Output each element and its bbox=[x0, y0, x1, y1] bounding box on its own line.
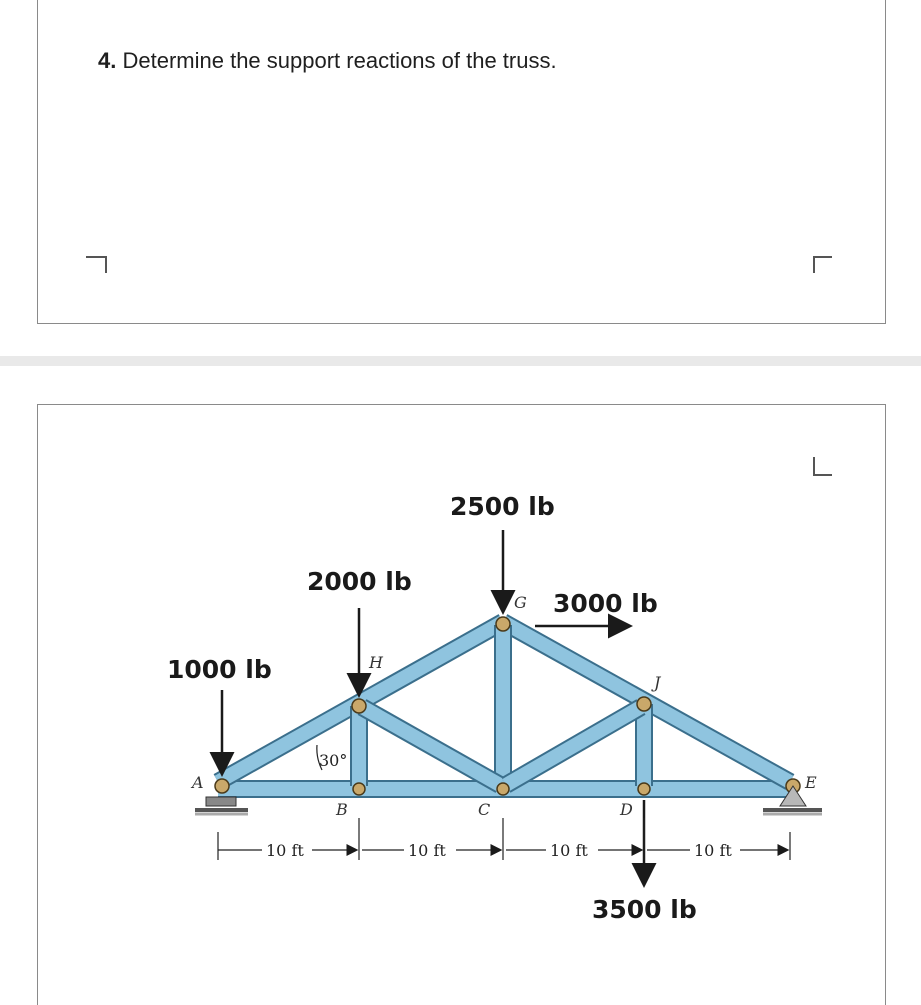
pin-j bbox=[637, 697, 651, 711]
pin-c bbox=[497, 783, 509, 795]
node-label-c: C bbox=[478, 800, 491, 819]
node-label-h: H bbox=[369, 653, 383, 672]
pin-g bbox=[496, 617, 510, 631]
node-label-j: J bbox=[654, 673, 661, 692]
node-label-d: D bbox=[620, 800, 633, 819]
label-load-d: 3500 lb bbox=[592, 895, 697, 924]
member-hc bbox=[362, 707, 500, 785]
node-label-g: G bbox=[514, 593, 527, 612]
node-label-b: B bbox=[336, 800, 348, 819]
label-load-h: 2000 lb bbox=[307, 567, 412, 596]
truss-members bbox=[218, 622, 797, 789]
question-body: Determine the support reactions of the truss. bbox=[122, 48, 557, 73]
node-label-e: E bbox=[805, 773, 817, 792]
label-load-horizontal-g: 3000 lb bbox=[553, 589, 658, 618]
dimension-label-1: 10 ft bbox=[266, 841, 304, 860]
member-cj bbox=[506, 707, 641, 785]
dimension-label-3: 10 ft bbox=[550, 841, 588, 860]
question-number: 4. bbox=[98, 48, 117, 73]
dimension-label-2: 10 ft bbox=[408, 841, 446, 860]
pin-h bbox=[352, 699, 366, 713]
node-label-a: A bbox=[192, 773, 204, 792]
support-roller-a bbox=[195, 797, 248, 814]
pin-b bbox=[353, 783, 365, 795]
label-load-g: 2500 lb bbox=[450, 492, 555, 521]
pin-a bbox=[215, 779, 229, 793]
pin-d bbox=[638, 783, 650, 795]
label-load-a: 1000 lb bbox=[167, 655, 272, 684]
dimension-label-4: 10 ft bbox=[694, 841, 732, 860]
label-angle: 30° bbox=[319, 751, 348, 770]
